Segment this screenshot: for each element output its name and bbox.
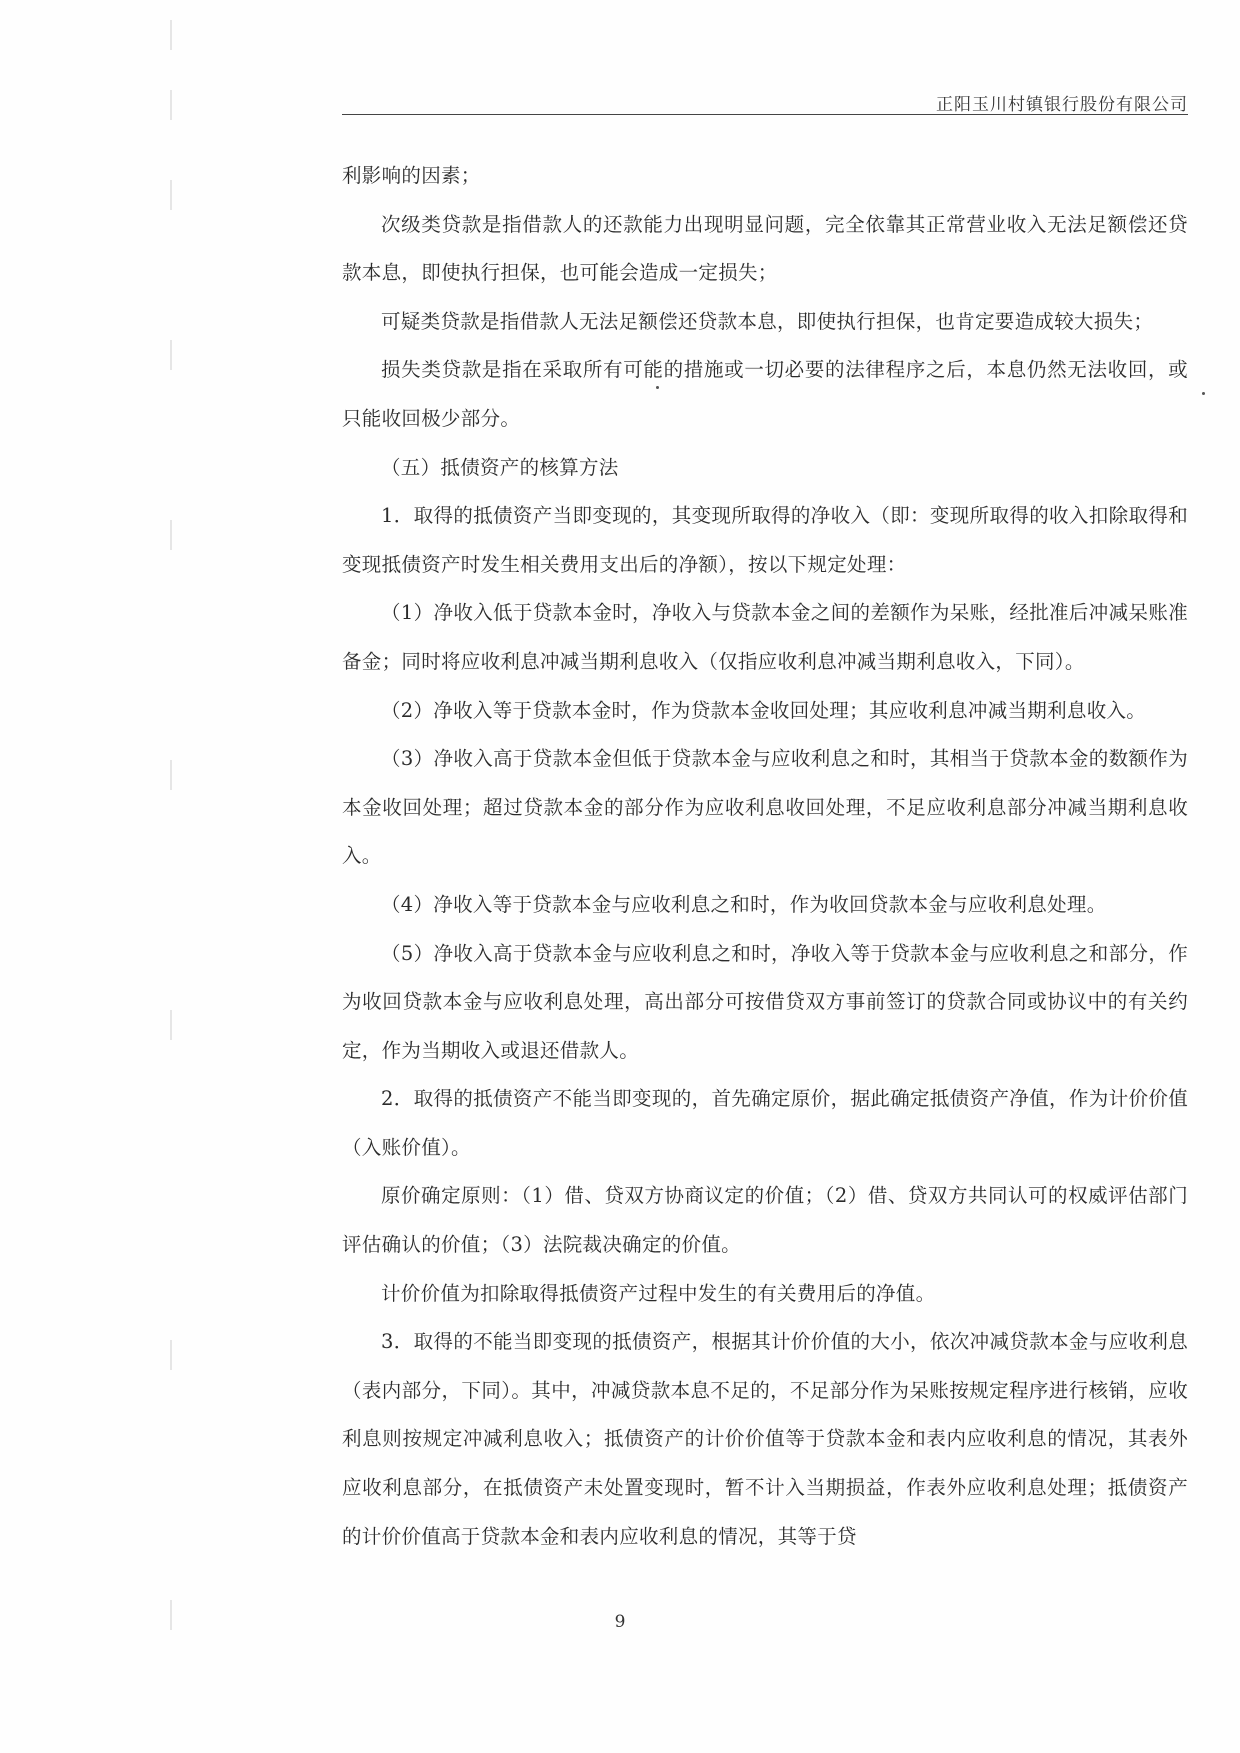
paragraph: （5）净收入高于贷款本金与应收利息之和时，净收入等于贷款本金与应收利息之和部分，作为收回贷款本金与应收利息处理，高出部分可按借贷双方事前签订的贷款合同或协议中的有关约定，作为当期收入或退还借款人。: [342, 941, 1188, 1062]
scan-speck: [656, 386, 659, 389]
paragraph: 原价确定原则：（1）借、贷双方协商议定的价值；（2）借、贷双方共同认可的权威评估部门评估确认的价值；（3）法院裁决确定的价值。: [342, 1184, 1188, 1257]
paragraph: （1）净收入低于贷款本金时，净收入与贷款本金之间的差额作为呆账，经批准后冲减呆账准备金；同时将应收利息冲减当期利息收入（仅指应收利息冲减当期利息收入，下同）。: [342, 601, 1188, 673]
paragraph: （4）净收入等于贷款本金与应收利息之和时，作为收回贷款本金与应收利息处理。: [381, 892, 1107, 916]
scan-binding-mark: [170, 90, 182, 120]
scan-binding-mark: [170, 760, 182, 790]
body-text: [342, 152, 1188, 1561]
paragraph: 可疑类贷款是指借款人无法足额偿还贷款本息，即使执行担保，也肯定要造成较大损失；: [381, 309, 1154, 333]
scan-binding-mark: [170, 1010, 182, 1040]
header-company-name: 正阳玉川村镇银行股份有限公司: [936, 95, 1188, 115]
scan-speck: [1202, 392, 1205, 395]
page-number: 9: [614, 1612, 626, 1632]
scan-binding-mark: [170, 1340, 182, 1370]
paragraph: 损失类贷款是指在采取所有可能的措施或一切必要的法律程序之后，本息仍然无法收回，或只能收回极少部分。: [342, 358, 1188, 430]
paragraph: （2）净收入等于贷款本金时，作为贷款本金收回处理；其应收利息冲减当期利息收入。: [381, 698, 1147, 722]
section-heading: （五）抵债资产的核算方法: [381, 455, 619, 479]
header-rule: [342, 114, 1188, 115]
paragraph: 2．取得的抵债资产不能当即变现的，首先确定原价，据此确定抵债资产净值，作为计价价值（入账价值）。: [342, 1087, 1188, 1159]
scan-binding-mark: [170, 20, 182, 50]
scan-binding-mark: [170, 180, 182, 210]
paragraph: 1．取得的抵债资产当即变现的，其变现所取得的净收入（即：变现所取得的收入扣除取得和变现抵债资产时发生相关费用支出后的净额），按以下规定处理：: [342, 504, 1188, 576]
paragraph: 利影响的因素；: [342, 164, 481, 187]
scan-binding-mark: [170, 520, 182, 550]
paragraph: 计价价值为扣除取得抵债资产过程中发生的有关费用后的净值。: [381, 1281, 936, 1305]
scan-binding-mark: [170, 340, 182, 370]
paragraph: （3）净收入高于贷款本金但低于贷款本金与应收利息之和时，其相当于贷款本金的数额作为本金收回处理；超过贷款本金的部分作为应收利息收回处理，不足应收利息部分冲减当期利息收入。: [342, 747, 1188, 868]
paragraph: 次级类贷款是指借款人的还款能力出现明显问题，完全依靠其正常营业收入无法足额偿还贷款本息，即使执行担保，也可能会造成一定损失；: [342, 212, 1188, 285]
paragraph: 3．取得的不能当即变现的抵债资产，根据其计价价值的大小，依次冲减贷款本金与应收利息（表内部分，下同）。其中，冲减贷款本息不足的，不足部分作为呆账按规定程序进行核销，应收利息则按规定冲减利息收入；抵债资产的计价价值等于贷款本金和表内应收利息的情况，其表外应收利息部分，在抵债资产未处置变现时，暂不计入当期损益，作表外应收利息处理；抵债资产的计价价值高于贷款本金和表内应收利息的情况，其等于贷: [342, 1330, 1188, 1548]
